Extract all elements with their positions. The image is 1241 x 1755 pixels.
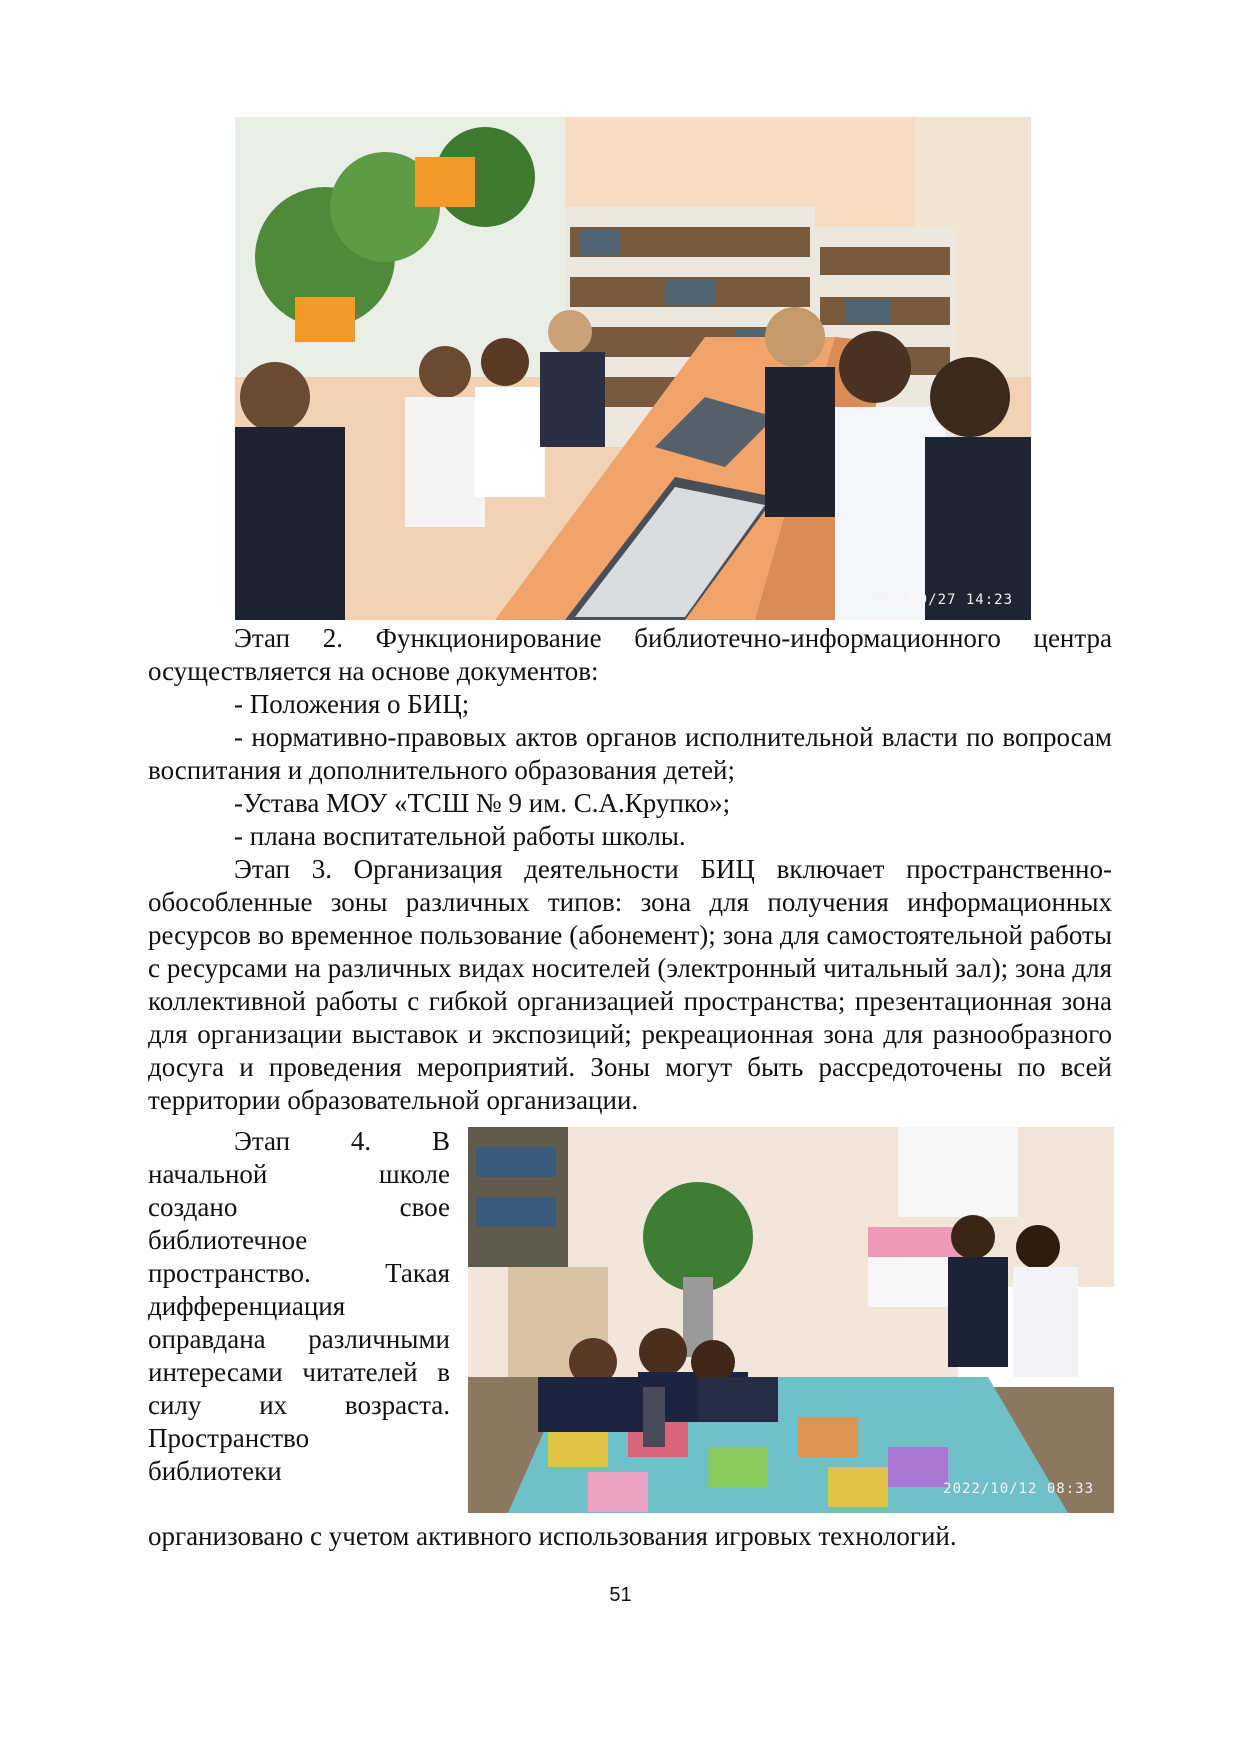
stage4-line: создано свое bbox=[148, 1192, 450, 1222]
stage4-line: начальной школе bbox=[148, 1159, 450, 1189]
stage3-paragraph: Этап 3. Организация деятельности БИЦ включает пространственно-обособленные зоны различных типов: зона для получения информационных ресурсов во временное пользование (абонемент); зона для самостоятельной работы с ресурсами на различных видах носителей (электронный читальный зал); зона для коллективной работы с гибкой организацией пространства; презентационная зона для организации выставок и экспозиций; рекреационная зона для разнообразного досуга и проведения мероприятий. Зоны могут быть рассредоточены по всей территории образовательной организации. bbox=[148, 854, 1112, 1115]
stage4-last-line: организовано с учетом активного использования игровых технологий. bbox=[148, 1521, 957, 1551]
stage2-intro: Этап 2. Функционирование библиотечно-информационного центра осуществляется на основе документов: bbox=[148, 623, 1112, 686]
stage4-line: дифференциация bbox=[148, 1291, 346, 1321]
stage4-line: пространство. Такая bbox=[148, 1258, 450, 1288]
photo-timestamp: 2022/10/12 08:33 bbox=[943, 1481, 1094, 1497]
stage2-item-1: - Положения о БИЦ; bbox=[234, 689, 470, 719]
stage4-line: Пространство bbox=[148, 1423, 310, 1453]
library-photo-1 bbox=[235, 117, 1031, 620]
stage4-line: интересами читателей в bbox=[148, 1357, 450, 1387]
photo-timestamp: 2022/9/27 14:23 bbox=[871, 592, 1013, 608]
stage2-item-4: - плана воспитательной работы школы. bbox=[234, 821, 686, 851]
page-number: 51 bbox=[609, 1584, 632, 1606]
stage2-item-3: -Устава МОУ «ТСШ № 9 им. С.А.Крупко»; bbox=[234, 788, 731, 818]
stage4-line: силу их возраста. bbox=[148, 1390, 450, 1420]
stage2-item-2: - нормативно-правовых актов органов исполнительной власти по вопросам воспитания и дополнительного образования детей; bbox=[148, 722, 1112, 785]
stage4-line: оправдана различными bbox=[148, 1324, 450, 1354]
stage4-line: библиотеки bbox=[148, 1456, 282, 1486]
stage4-line: библиотечное bbox=[148, 1225, 308, 1255]
library-photo-2 bbox=[468, 1127, 1114, 1513]
stage4-line: Этап 4. В bbox=[234, 1126, 450, 1156]
